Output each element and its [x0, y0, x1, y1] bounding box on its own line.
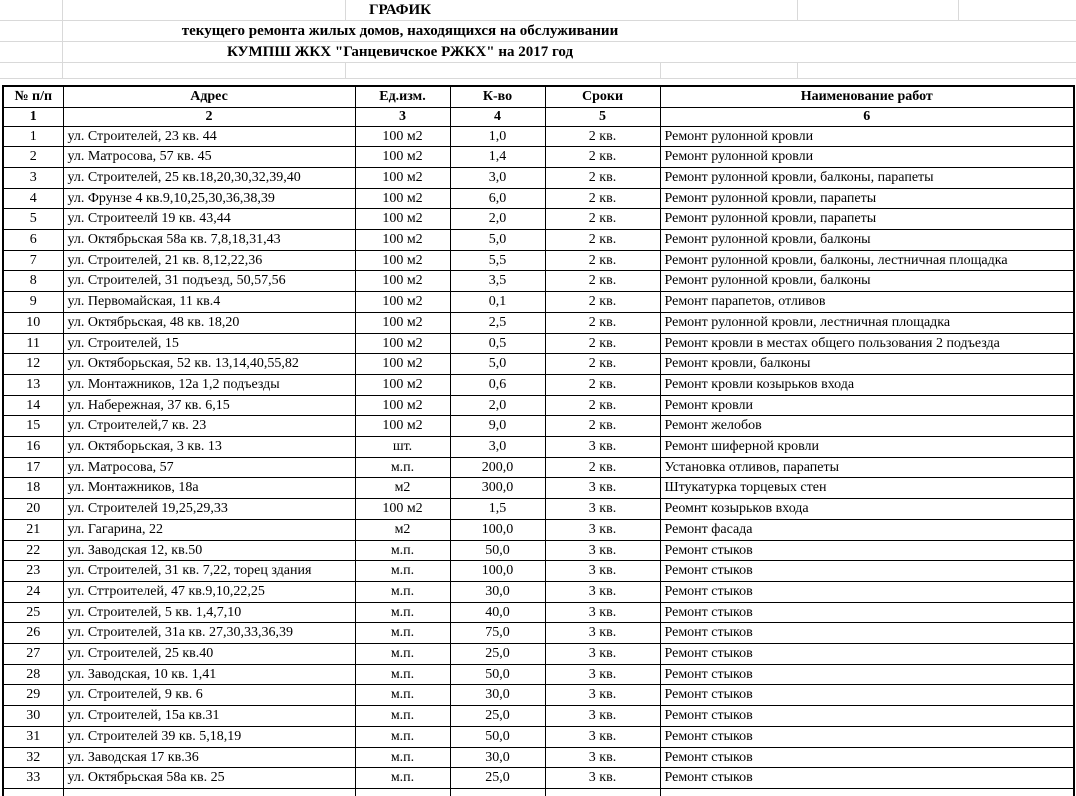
cell-unit: 100 м2	[355, 354, 450, 375]
cell-qty: 25,0	[450, 768, 545, 789]
cell-term: 3 кв.	[545, 540, 660, 561]
cell-work: Ремонт рулонной кровли, парапеты	[660, 188, 1074, 209]
cell-unit: 100 м2	[355, 126, 450, 147]
cell-qty: 1,0	[450, 126, 545, 147]
cell-address: ул. Строителей, 15	[63, 333, 355, 354]
cell-unit: 100 м2	[355, 230, 450, 251]
cell-term: 3 кв.	[545, 437, 660, 458]
cell-num: 12	[3, 354, 63, 375]
cell-unit: 100 м2	[355, 292, 450, 313]
cell-address: ул. Строителей, 21 кв. 8,12,22,36	[63, 250, 355, 271]
cell-address: ул. Строителей, 9 кв. 6	[63, 685, 355, 706]
cell-address: ул. Монтажников, 18а	[63, 478, 355, 499]
table-row	[3, 167, 1074, 188]
cell-qty: 40,0	[450, 602, 545, 623]
table-row	[3, 706, 1074, 727]
cell-num: 11	[3, 333, 63, 354]
document-title: ГРАФИК	[368, 2, 432, 18]
cell-address: ул. Строителей, 25 кв.40	[63, 644, 355, 665]
cell-address: ул. Матросова, 57 кв. 45	[63, 147, 355, 168]
cell-qty: 25,0	[450, 644, 545, 665]
cell-qty: 100,0	[450, 561, 545, 582]
cell-qty: 50,0	[450, 664, 545, 685]
cell-work: Ремонт рулонной кровли	[660, 126, 1074, 147]
cell-work: Ремонт стыков	[660, 685, 1074, 706]
cell-qty: 75,0	[450, 623, 545, 644]
table-row	[3, 685, 1074, 706]
cell-work: Установка отливов, парапеты	[660, 457, 1074, 478]
cell-unit: м.п.	[355, 747, 450, 768]
cell-term: 2 кв.	[545, 167, 660, 188]
table-row	[3, 416, 1074, 437]
cell-address: ул. Строитеелй 19 кв. 43,44	[63, 209, 355, 230]
column-header-work: Наименование работ	[660, 86, 1074, 107]
table-row	[3, 602, 1074, 623]
cell-qty: 30,0	[450, 747, 545, 768]
cell-unit: м.п.	[355, 768, 450, 789]
cell-work: Ремонт стыков	[660, 581, 1074, 602]
cell-unit: 100 м2	[355, 499, 450, 520]
cell-unit: м.п.	[355, 706, 450, 727]
cell-term: 2 кв.	[545, 147, 660, 168]
cell-term: 3 кв.	[545, 706, 660, 727]
cell-address: ул. Строителей, 25 кв.18,20,30,32,39,40	[63, 167, 355, 188]
cell-unit: м.п.	[355, 644, 450, 665]
cell-term: 2 кв.	[545, 292, 660, 313]
column-header-unit: Ед.изм.	[355, 86, 450, 107]
cell-term: 2 кв.	[545, 250, 660, 271]
cell-num: 29	[3, 685, 63, 706]
table-row	[3, 374, 1074, 395]
cell-term: 2 кв.	[545, 312, 660, 333]
table-row	[3, 271, 1074, 292]
cell-empty	[450, 789, 545, 796]
cell-work: Ремонт рулонной кровли	[660, 147, 1074, 168]
cell-work: Ремонт стыков	[660, 602, 1074, 623]
cell-qty: 3,5	[450, 271, 545, 292]
cell-address: ул. Набережная, 37 кв. 6,15	[63, 395, 355, 416]
cell-term: 3 кв.	[545, 768, 660, 789]
cell-address: ул. Октябрьская, 48 кв. 18,20	[63, 312, 355, 333]
cell-unit: м.п.	[355, 581, 450, 602]
cell-work: Ремонт парапетов, отливов	[660, 292, 1074, 313]
cell-term: 2 кв.	[545, 230, 660, 251]
cell-term: 2 кв.	[545, 209, 660, 230]
cell-address: ул. Строителей 39 кв. 5,18,19	[63, 726, 355, 747]
cell-qty: 1,5	[450, 499, 545, 520]
cell-qty: 50,0	[450, 726, 545, 747]
cell-work: Ремонт стыков	[660, 747, 1074, 768]
cell-empty	[63, 789, 355, 796]
cell-unit: шт.	[355, 437, 450, 458]
cell-unit: 100 м2	[355, 333, 450, 354]
cell-num: 20	[3, 499, 63, 520]
cell-address: ул. Фрунзе 4 кв.9,10,25,30,36,38,39	[63, 188, 355, 209]
cell-address: ул. Строителей, 23 кв. 44	[63, 126, 355, 147]
table-row	[3, 581, 1074, 602]
cell-term: 3 кв.	[545, 499, 660, 520]
cell-address: ул. Строителей,7 кв. 23	[63, 416, 355, 437]
table-row	[3, 250, 1074, 271]
cell-qty: 200,0	[450, 457, 545, 478]
cell-work: Ремонт стыков	[660, 540, 1074, 561]
cell-qty: 3,0	[450, 167, 545, 188]
cell-num: 3	[3, 167, 63, 188]
cell-work: Ремонт рулонной кровли, балконы	[660, 271, 1074, 292]
cell-qty: 50,0	[450, 540, 545, 561]
cell-num: 27	[3, 644, 63, 665]
cell-num: 15	[3, 416, 63, 437]
cell-qty: 5,0	[450, 354, 545, 375]
cell-work: Реомнт козырьков входа	[660, 499, 1074, 520]
cell-work: Ремонт рулонной кровли, балконы	[660, 230, 1074, 251]
cell-num: 9	[3, 292, 63, 313]
table-row	[3, 519, 1074, 540]
cell-address: ул. Сттроителей, 47 кв.9,10,22,25	[63, 581, 355, 602]
table-row	[3, 561, 1074, 582]
gridline	[797, 62, 798, 78]
table-row	[3, 437, 1074, 458]
table-row	[3, 188, 1074, 209]
cell-num: 21	[3, 519, 63, 540]
cell-address: ул. Матросова, 57	[63, 457, 355, 478]
cell-qty: 300,0	[450, 478, 545, 499]
cell-work: Ремонт кровли в местах общего пользования 2 подъезда	[660, 333, 1074, 354]
cell-num: 5	[3, 209, 63, 230]
table-row	[3, 540, 1074, 561]
schedule-table	[2, 85, 1075, 796]
cell-num: 1	[3, 126, 63, 147]
cell-num: 31	[3, 726, 63, 747]
cell-num: 10	[3, 312, 63, 333]
cell-qty: 30,0	[450, 685, 545, 706]
cell-qty: 5,0	[450, 230, 545, 251]
cell-unit: 100 м2	[355, 188, 450, 209]
gridline	[660, 62, 661, 78]
table-row	[3, 292, 1074, 313]
column-number: 4	[450, 107, 545, 126]
cell-num: 13	[3, 374, 63, 395]
cell-num: 22	[3, 540, 63, 561]
cell-term: 3 кв.	[545, 623, 660, 644]
partial-row	[3, 789, 1074, 796]
cell-unit: 100 м2	[355, 374, 450, 395]
cell-address: ул. Октяборьская, 52 кв. 13,14,40,55,82	[63, 354, 355, 375]
cell-num: 14	[3, 395, 63, 416]
column-number-row	[3, 107, 1074, 126]
cell-address: ул. Октябрьская 58а кв. 7,8,18,31,43	[63, 230, 355, 251]
table-row	[3, 126, 1074, 147]
cell-term: 2 кв.	[545, 457, 660, 478]
cell-num: 8	[3, 271, 63, 292]
cell-qty: 3,0	[450, 437, 545, 458]
cell-qty: 100,0	[450, 519, 545, 540]
cell-unit: м.п.	[355, 726, 450, 747]
gridline	[345, 62, 346, 78]
table-row	[3, 333, 1074, 354]
cell-num: 6	[3, 230, 63, 251]
cell-term: 2 кв.	[545, 333, 660, 354]
cell-work: Ремонт желобов	[660, 416, 1074, 437]
cell-work: Ремонт рулонной кровли, балконы, парапеты	[660, 167, 1074, 188]
cell-work: Ремонт стыков	[660, 726, 1074, 747]
cell-term: 2 кв.	[545, 395, 660, 416]
cell-num: 25	[3, 602, 63, 623]
cell-work: Ремонт стыков	[660, 664, 1074, 685]
cell-num: 2	[3, 147, 63, 168]
cell-address: ул. Октяборьская, 3 кв. 13	[63, 437, 355, 458]
cell-empty	[660, 789, 1074, 796]
cell-num: 26	[3, 623, 63, 644]
table-row	[3, 664, 1074, 685]
cell-num: 28	[3, 664, 63, 685]
cell-address: ул. Строителей, 31 подъезд, 50,57,56	[63, 271, 355, 292]
table-row	[3, 230, 1074, 251]
cell-term: 3 кв.	[545, 581, 660, 602]
column-header-address: Адрес	[63, 86, 355, 107]
column-number: 6	[660, 107, 1074, 126]
cell-unit: 100 м2	[355, 312, 450, 333]
cell-address: ул. Октябрьская 58а кв. 25	[63, 768, 355, 789]
cell-term: 3 кв.	[545, 478, 660, 499]
cell-work: Ремонт рулонной кровли, лестничная площадка	[660, 312, 1074, 333]
cell-address: ул. Строителей 19,25,29,33	[63, 499, 355, 520]
table-row	[3, 147, 1074, 168]
table-row	[3, 457, 1074, 478]
cell-address: ул. Строителей, 31 кв. 7,22, торец здания	[63, 561, 355, 582]
cell-unit: м.п.	[355, 457, 450, 478]
cell-num: 33	[3, 768, 63, 789]
cell-unit: 100 м2	[355, 395, 450, 416]
gridline	[0, 20, 1076, 21]
table-row	[3, 354, 1074, 375]
cell-qty: 2,0	[450, 209, 545, 230]
column-number: 2	[63, 107, 355, 126]
cell-term: 3 кв.	[545, 602, 660, 623]
cell-unit: м.п.	[355, 623, 450, 644]
cell-work: Ремонт кровли, балконы	[660, 354, 1074, 375]
cell-term: 2 кв.	[545, 126, 660, 147]
cell-num: 30	[3, 706, 63, 727]
cell-address: ул. Строителей, 5 кв. 1,4,7,10	[63, 602, 355, 623]
cell-work: Ремонт рулонной кровли, балконы, лестничная площадка	[660, 250, 1074, 271]
cell-empty	[355, 789, 450, 796]
cell-unit: м.п.	[355, 540, 450, 561]
cell-address: ул. Гагарина, 22	[63, 519, 355, 540]
gridline	[0, 78, 1076, 79]
cell-num: 18	[3, 478, 63, 499]
cell-unit: 100 м2	[355, 209, 450, 230]
cell-qty: 25,0	[450, 706, 545, 727]
gridline	[0, 62, 1076, 63]
cell-work: Ремонт шиферной кровли	[660, 437, 1074, 458]
cell-num: 24	[3, 581, 63, 602]
cell-unit: м2	[355, 519, 450, 540]
cell-work: Ремонт стыков	[660, 768, 1074, 789]
table-row	[3, 395, 1074, 416]
cell-work: Ремонт рулонной кровли, парапеты	[660, 209, 1074, 230]
table-row	[3, 499, 1074, 520]
cell-work: Ремонт кровли	[660, 395, 1074, 416]
cell-address: ул. Заводская, 10 кв. 1,41	[63, 664, 355, 685]
cell-address: ул. Заводская 12, кв.50	[63, 540, 355, 561]
table-row	[3, 312, 1074, 333]
cell-term: 3 кв.	[545, 664, 660, 685]
cell-address: ул. Строителей, 31а кв. 27,30,33,36,39	[63, 623, 355, 644]
cell-unit: м.п.	[355, 602, 450, 623]
cell-term: 3 кв.	[545, 747, 660, 768]
title-block	[0, 0, 1076, 85]
gridline	[958, 0, 959, 20]
table-body	[3, 126, 1074, 796]
table-row	[3, 478, 1074, 499]
cell-unit: м.п.	[355, 685, 450, 706]
cell-unit: м2	[355, 478, 450, 499]
cell-empty	[3, 789, 63, 796]
cell-qty: 0,1	[450, 292, 545, 313]
cell-num: 23	[3, 561, 63, 582]
table-row	[3, 768, 1074, 789]
cell-unit: м.п.	[355, 664, 450, 685]
cell-unit: 100 м2	[355, 250, 450, 271]
column-number: 5	[545, 107, 660, 126]
cell-num: 4	[3, 188, 63, 209]
table-row	[3, 726, 1074, 747]
cell-qty: 30,0	[450, 581, 545, 602]
cell-num: 32	[3, 747, 63, 768]
cell-term: 3 кв.	[545, 726, 660, 747]
cell-num: 16	[3, 437, 63, 458]
cell-qty: 0,6	[450, 374, 545, 395]
cell-term: 3 кв.	[545, 644, 660, 665]
document-subtitle: текущего ремонта жилых домов, находящихся на обслуживании	[181, 23, 619, 39]
cell-work: Ремонт стыков	[660, 561, 1074, 582]
cell-term: 2 кв.	[545, 416, 660, 437]
cell-unit: 100 м2	[355, 416, 450, 437]
cell-term: 2 кв.	[545, 354, 660, 375]
cell-empty	[545, 789, 660, 796]
cell-term: 2 кв.	[545, 188, 660, 209]
cell-address: ул. Заводская 17 кв.36	[63, 747, 355, 768]
cell-term: 3 кв.	[545, 685, 660, 706]
organization-line: КУМПШ ЖКХ "Ганцевичское РЖКХ" на 2017 год	[226, 44, 574, 60]
cell-work: Ремонт стыков	[660, 706, 1074, 727]
column-number: 1	[3, 107, 63, 126]
cell-unit: 100 м2	[355, 271, 450, 292]
cell-term: 2 кв.	[545, 271, 660, 292]
cell-term: 3 кв.	[545, 561, 660, 582]
cell-unit: м.п.	[355, 561, 450, 582]
cell-qty: 5,5	[450, 250, 545, 271]
cell-address: ул. Монтажников, 12а 1,2 подъезды	[63, 374, 355, 395]
column-number: 3	[355, 107, 450, 126]
cell-address: ул. Первомайская, 11 кв.4	[63, 292, 355, 313]
table-row	[3, 623, 1074, 644]
cell-qty: 9,0	[450, 416, 545, 437]
cell-unit: 100 м2	[355, 167, 450, 188]
cell-num: 17	[3, 457, 63, 478]
cell-work: Ремонт кровли козырьков входа	[660, 374, 1074, 395]
cell-term: 3 кв.	[545, 519, 660, 540]
cell-work: Ремонт стыков	[660, 623, 1074, 644]
cell-qty: 2,0	[450, 395, 545, 416]
cell-qty: 1,4	[450, 147, 545, 168]
cell-qty: 0,5	[450, 333, 545, 354]
header-row	[3, 86, 1074, 107]
gridline	[0, 41, 1076, 42]
column-header-term: Сроки	[545, 86, 660, 107]
cell-address: ул. Строителей, 15а кв.31	[63, 706, 355, 727]
cell-num: 7	[3, 250, 63, 271]
table-row	[3, 209, 1074, 230]
column-header-num: № п/п	[3, 86, 63, 107]
cell-work: Ремонт фасада	[660, 519, 1074, 540]
cell-work: Штукатурка торцевых стен	[660, 478, 1074, 499]
table-row	[3, 644, 1074, 665]
column-header-qty: К-во	[450, 86, 545, 107]
cell-work: Ремонт стыков	[660, 644, 1074, 665]
table-row	[3, 747, 1074, 768]
cell-term: 2 кв.	[545, 374, 660, 395]
cell-qty: 2,5	[450, 312, 545, 333]
cell-unit: 100 м2	[355, 147, 450, 168]
cell-qty: 6,0	[450, 188, 545, 209]
